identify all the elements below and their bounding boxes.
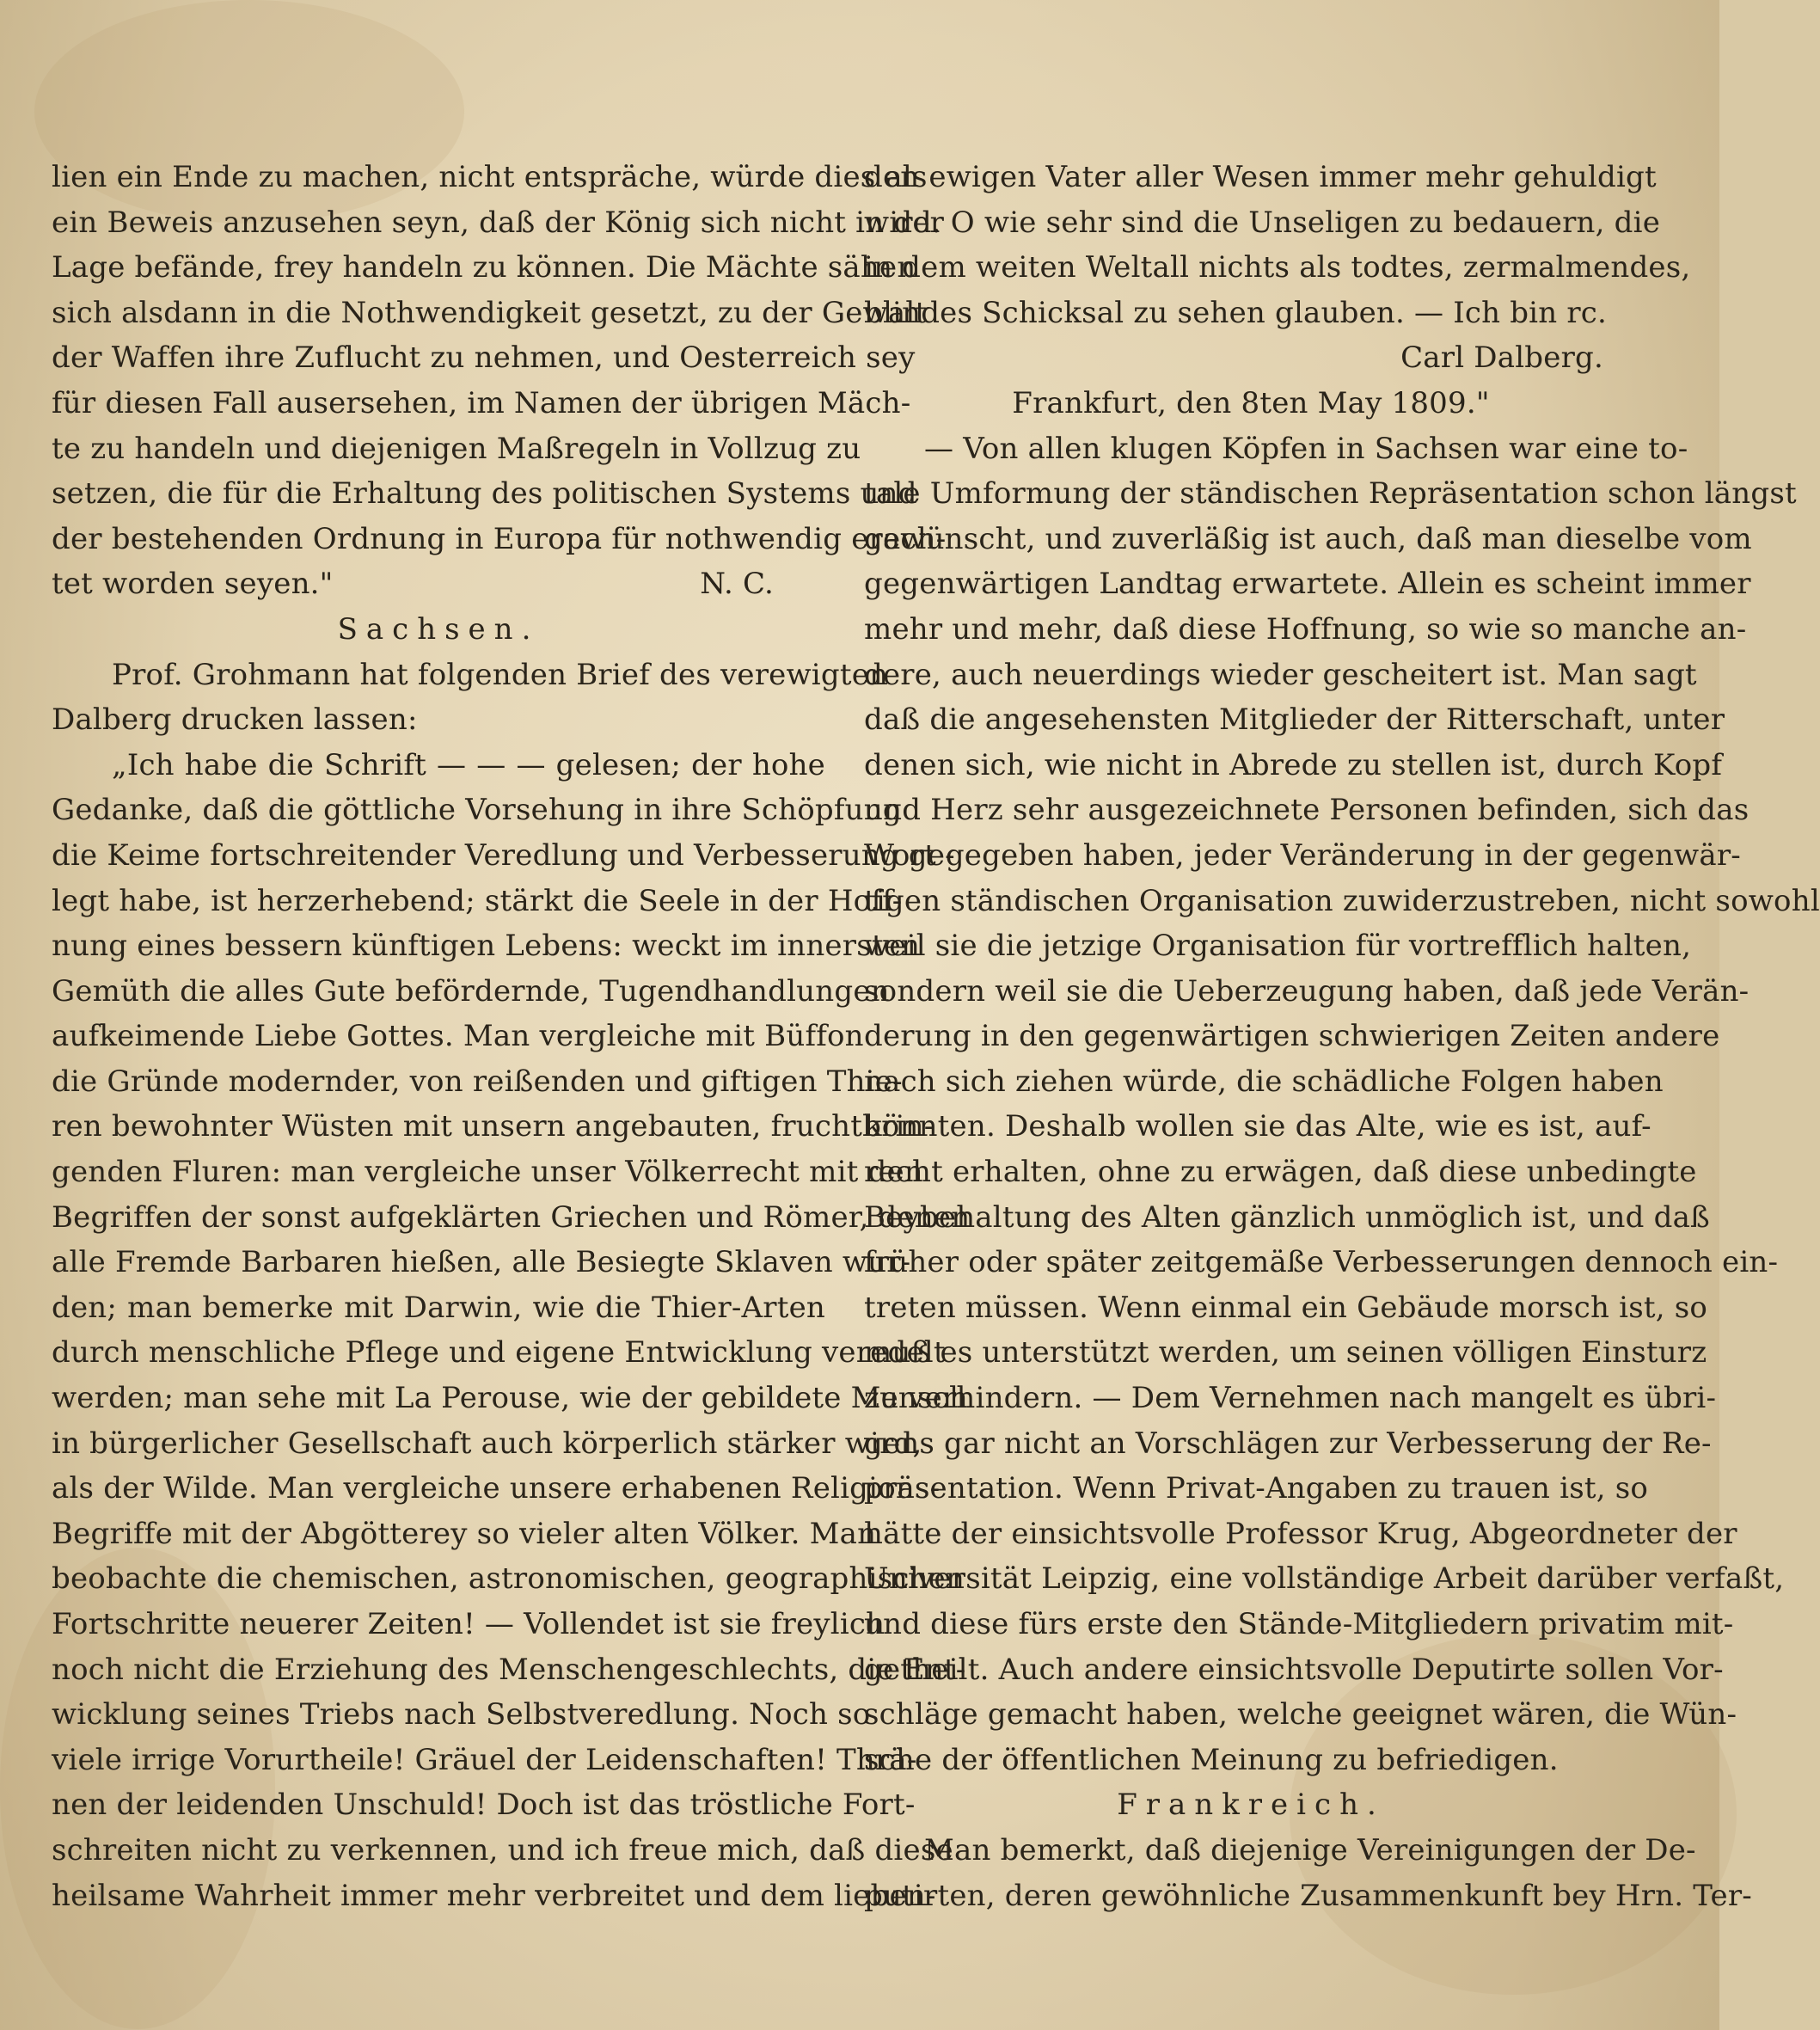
text-line: muß es unterstützt werden, um seinen völligen Einsturz — [864, 1335, 1707, 1371]
text-line: — Von allen klugen Köpfen in Sachsen war eine to- — [924, 431, 1688, 466]
text-line: die Gründe modernder, von reißenden und giftigen Thie- — [52, 1064, 903, 1099]
section-heading-sachsen: Sachsen. — [337, 611, 540, 647]
text-line: und Herz sehr ausgezeichnete Personen befinden, sich das — [864, 793, 1750, 828]
text-line: ein Beweis anzusehen seyn, daß der König sich nicht in der — [52, 205, 945, 240]
text-line: schläge gemacht haben, welche geeignet wären, die Wün- — [864, 1697, 1737, 1733]
text-line: Gemüth die alles Gute befördernde, Tugendhandlungen — [52, 973, 890, 1009]
text-line: hätte der einsichtsvolle Professor Krug, Abgeordneter der — [864, 1516, 1737, 1551]
text-line: alle Fremde Barbaren hießen, alle Besiegte Sklaven wur- — [52, 1245, 911, 1280]
text-line: sondern weil sie die Ueberzeugung haben, daß jede Verän- — [864, 973, 1750, 1009]
text-line: präsentation. Wenn Privat-Angaben zu trauen ist, so — [864, 1471, 1649, 1506]
dateline: Frankfurt, den 8ten May 1809." — [1012, 385, 1490, 420]
text-line: mehr und mehr, daß diese Hoffnung, so wie so manche an- — [864, 611, 1747, 647]
text-line: den; man bemerke mit Darwin, wie die Thier-Arten — [52, 1290, 825, 1325]
text-line: nach sich ziehen würde, die schädliche Folgen haben — [864, 1064, 1664, 1099]
text-line: nen der leidenden Unschuld! Doch ist das tröstliche Fort- — [52, 1788, 916, 1823]
text-line: legt habe, ist herzerhebend; stärkt die Seele in der Hoff- — [52, 883, 903, 918]
text-line: werden; man sehe mit La Perouse, wie der gebildete Mensch — [52, 1381, 968, 1416]
text-line: aufkeimende Liebe Gottes. Man vergleiche mit Büffon — [52, 1019, 864, 1054]
text-line: früher oder später zeitgemäße Verbesserungen dennoch ein- — [864, 1245, 1779, 1280]
text-line: beobachte die chemischen, astronomischen, geographischen — [52, 1561, 965, 1597]
text-line: in bürgerlicher Gesellschaft auch körperlich stärker wird, — [52, 1426, 922, 1461]
text-line: Wort gegeben haben, jeder Veränderung in der gegenwär- — [864, 837, 1741, 873]
text-line: zu verhindern. — Dem Vernehmen nach mangelt es übri- — [864, 1381, 1717, 1416]
text-line: der bestehenden Ordnung in Europa für nothwendig erach- — [52, 521, 947, 556]
text-line: Begriffe mit der Abgötterey so vieler alten Völker. Man — [52, 1516, 877, 1551]
text-line: sche der öffentlichen Meinung zu befriedigen. — [864, 1742, 1559, 1777]
signature: Carl Dalberg. — [1400, 340, 1603, 376]
text-line: die Keime fortschreitender Veredlung und Verbesserung ge- — [52, 837, 955, 873]
text-line: Begriffen der sonst aufgeklärten Griechen und Römer, denen — [52, 1199, 971, 1235]
text-line: Beybehaltung des Alten gänzlich unmöglich ist, und daß — [864, 1199, 1710, 1235]
text-line: treten müssen. Wenn einmal ein Gebäude morsch ist, so — [864, 1290, 1708, 1325]
right-column — [864, 155, 1820, 1918]
text-line: Gedanke, daß die göttliche Vorsehung in ihre Schöpfung — [52, 793, 902, 828]
text-line: gewünscht, und zuverläßig ist auch, daß man dieselbe vom — [864, 521, 1752, 556]
signature-initials: N. C. — [700, 567, 774, 602]
text-line: blindes Schicksal zu sehen glauben. — Ich bin rc. — [864, 295, 1608, 330]
text-line: tale Umformung der ständischen Repräsentation schon längst — [864, 476, 1797, 512]
text-line: putirten, deren gewöhnliche Zusammenkunft bey Hrn. Ter- — [864, 1878, 1752, 1913]
text-line: Dalberg drucken lassen: — [52, 702, 418, 738]
text-line: dere, auch neuerdings wieder gescheitert ist. Man sagt — [864, 657, 1697, 692]
text-line: als der Wilde. Man vergleiche unsere erhabenen Religions- — [52, 1471, 941, 1506]
text-line: getheilt. Auch andere einsichtsvolle Deputirte sollen Vor- — [864, 1652, 1724, 1687]
text-line: wicklung seines Triebs nach Selbstveredlung. Noch so — [52, 1697, 871, 1733]
text-line: „Ich habe die Schrift — — — gelesen; der hohe — [112, 747, 825, 782]
text-line: und diese fürs erste den Stände-Mitgliedern privatim mit- — [864, 1607, 1734, 1641]
text-line: nung eines bessern künftigen Lebens: weckt im innersten — [52, 929, 921, 964]
text-line: für diesen Fall ausersehen, im Namen der übrigen Mäch- — [52, 385, 911, 420]
text-line: lien ein Ende zu machen, nicht entspräche, würde dies als — [52, 160, 928, 194]
text-line: denen sich, wie nicht in Abrede zu stellen ist, durch Kopf — [864, 747, 1723, 782]
text-line: den ewigen Vater aller Wesen immer mehr gehuldigt — [864, 160, 1657, 194]
text-line: setzen, die für die Erhaltung des politischen Systems und — [52, 476, 917, 512]
text-line: Universität Leipzig, eine vollständige Arbeit darüber verfaßt, — [864, 1561, 1785, 1597]
text-line: viele irrige Vorurtheile! Gräuel der Leidenschaften! Thrä- — [52, 1742, 917, 1777]
text-line: könnten. Deshalb wollen sie das Alte, wie es ist, auf- — [864, 1109, 1651, 1144]
text-line: Fortschritte neuerer Zeiten! — Vollendet ist sie freylich — [52, 1607, 885, 1641]
text-line: tigen ständischen Organisation zuwiderzustreben, nicht sowohl — [864, 883, 1820, 918]
text-line: genden Fluren: man vergleiche unser Völkerrecht mit den — [52, 1155, 923, 1190]
text-line: weil sie die jetzige Organisation für vortrefflich halten, — [864, 929, 1692, 964]
text-line: durch menschliche Pflege und eigene Entwicklung veredelt — [52, 1335, 946, 1371]
text-line: gens gar nicht an Vorschlägen zur Verbesserung der Re- — [864, 1426, 1712, 1461]
text-line: heilsame Wahrheit immer mehr verbreitet und dem lieben- — [52, 1878, 936, 1913]
text-line: schreiten nicht zu verkennen, und ich freue mich, daß diese — [52, 1832, 953, 1867]
text-line: Lage befände, frey handeln zu können. Die Mächte sähen — [52, 250, 916, 285]
text-line: tet worden seyen." — [52, 567, 334, 602]
text-line: daß die angesehensten Mitglieder der Ritterschaft, unter — [864, 702, 1725, 738]
text-line: te zu handeln und diejenigen Maßregeln in Vollzug zu — [52, 431, 861, 466]
text-line: noch nicht die Erziehung des Menschengeschlechts, die Ent- — [52, 1652, 966, 1687]
section-heading-frankreich: Frankreich. — [1117, 1788, 1385, 1823]
text-line: in dem weiten Weltall nichts als todtes, zermalmendes, — [864, 250, 1691, 285]
text-line: ren bewohnter Wüsten mit unsern angebauten, fruchtbrin- — [52, 1109, 935, 1144]
text-line: Man bemerkt, daß diejenige Vereinigungen der De- — [924, 1832, 1696, 1867]
text-line: Prof. Grohmann hat folgenden Brief des verewigten — [112, 657, 889, 692]
text-line: recht erhalten, ohne zu erwägen, daß diese unbedingte — [864, 1155, 1697, 1190]
text-line: gegenwärtigen Landtag erwartete. Allein es scheint immer — [864, 567, 1751, 602]
text-line: der Waffen ihre Zuflucht zu nehmen, und Oesterreich sey — [52, 340, 916, 376]
text-line: wird. O wie sehr sind die Unseligen zu bedauern, die — [864, 205, 1661, 240]
text-line: derung in den gegenwärtigen schwierigen Zeiten andere — [864, 1019, 1720, 1054]
text-line: sich alsdann in die Nothwendigkeit gesetzt, zu der Gewalt — [52, 295, 928, 330]
left-column — [52, 155, 971, 1918]
